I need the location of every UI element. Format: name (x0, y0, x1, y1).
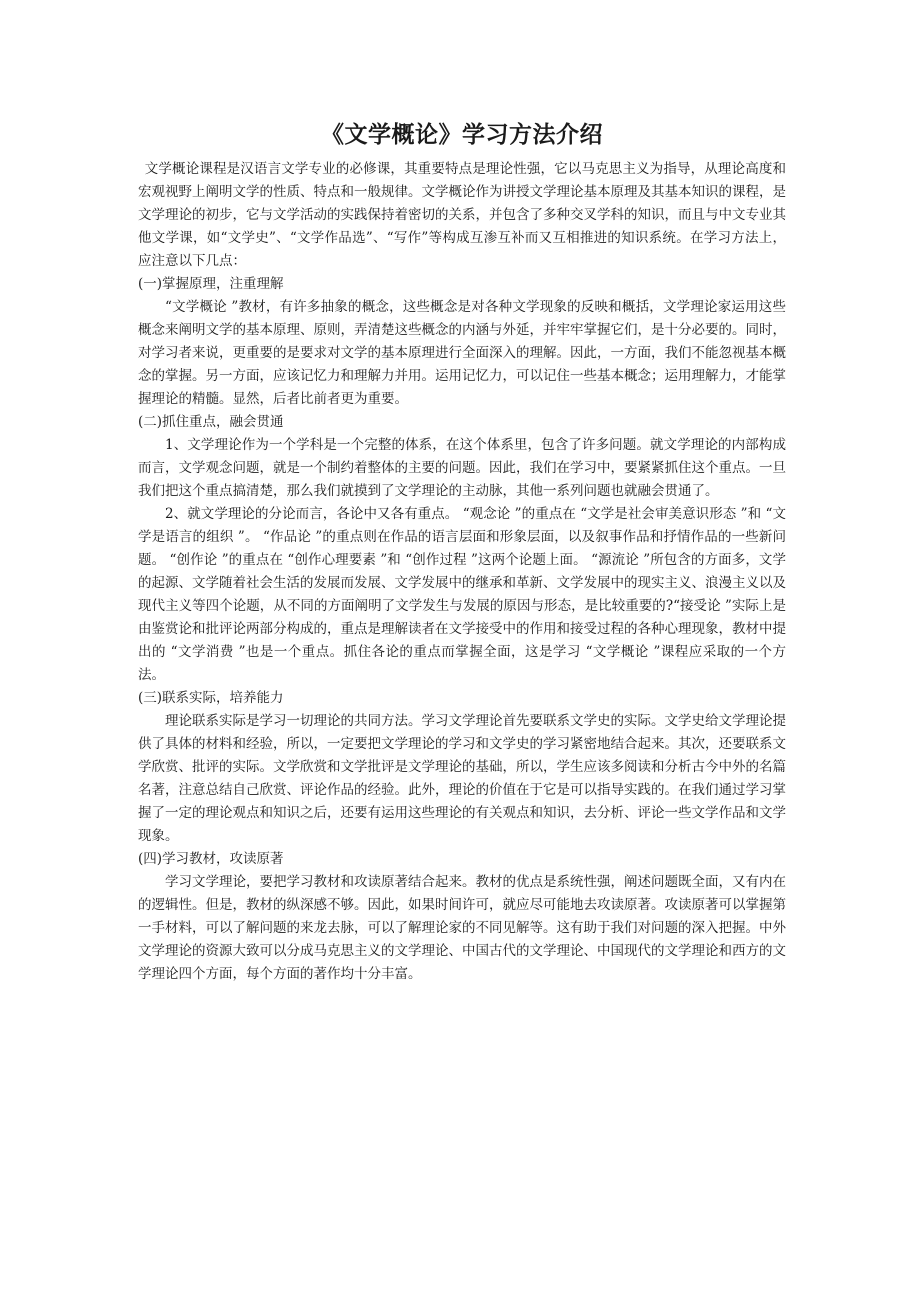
section-paragraph: 1、文学理论作为一个学科是一个完整的体系，在这个体系里，包含了许多问题。就文学理论的内部构成而言，文学观念问题，就是一个制约着整体的主要的问题。因此，我们在学习中，要紧紧抓住这个重点。一旦我们把这个重点搞清楚，那么我们就摸到了文学理论的主动脉，其他一系列问题也就融会贯通了。 (138, 437, 786, 499)
document-page (138, 118, 786, 986)
section-4 (138, 848, 786, 986)
section-paragraph: 理论联系实际是学习一切理论的共同方法。学习文学理论首先要联系文学史的实际。文学史给文学理论提供了具体的材料和经验，所以，一定要把文学理论的学习和文学史的学习紧密地结合起来。其次，还要联系文学欣赏、批评的实际。文学欣赏和文学批评是文学理论的基础，所以，学生应该多阅读和分析古今中外的名篇名著，注意总结自己欣赏、评论作品的经验。此外，理论的价值在于它是可以指导实践的。在我们通过学习掌握了一定的理论观点和知识之后，还要有运用这些理论的有关观点和知识，去分析、评论一些文学作品和文学现象。 (138, 713, 786, 844)
intro-paragraph: 文学概论课程是汉语言文学专业的必修课，其重要特点是理论性强，它以马克思主义为指导，从理论高度和宏观视野上阐明文学的性质、特点和一般规律。文学概论作为讲授文学理论基本原理及其基本知识的课程，是文学理论的初步，它与文学活动的实践保持着密切的关系，并包含了多种交叉学科的知识，而且与中文专业其他文学课，如“文学史”、“文学作品选”、“写作”等构成互渗互补而又互相推进的知识系统。在学习方法上，应注意以下几点： (138, 161, 786, 269)
section-heading: (三)联系实际，培养能力 (138, 690, 284, 706)
section-1 (138, 273, 786, 411)
section-heading: (四)学习教材，攻读原著 (138, 851, 284, 867)
section-heading: (一)掌握原理，注重理解 (138, 276, 284, 292)
section-paragraph: 2、就文学理论的分论而言，各论中又各有重点。 “观念论 ”的重点在 “文学是社会审美意识形态 ”和 “文学是语言的组织 ”。 “作品论 ”的重点则在作品的语言层面和形象层面，以及叙事作品和抒情作品的一些新问题。 “创作论 ”的重点在 “创作心理要素 ”和 “创作过程 ”这两个论题上面。 “源流论 ”所包含的方面多，文学的起源、文学随着社会生活的发展而发展、文学发展中的继承和革新、文学发展中的现实主义、浪漫主义以及现代主义等四个论题，从不同的方面阐明了文学发生与发展的原因与形态，是比较重要的?“接受论 ”实际上是由鉴赏论和批评论两部分构成的，重点是理解读者在文学接受中的作用和接受过程的各种心理现象，教材中提出的 “文学消费 ”也是一个重点。抓住各论的重点而掌握全面，这是学习 “文学概论 ”课程应采取的一个方法。 (138, 506, 786, 683)
section-3 (138, 687, 786, 848)
section-2 (138, 411, 786, 687)
page-title: 《文学概论》学习方法介绍 (321, 122, 603, 148)
section-paragraph: “文学概论 ”教材，有许多抽象的概念，这些概念是对各种文学现象的反映和概括，文学理论家运用这些概念来阐明文学的基本原理、原则，弄清楚这些概念的内涵与外延，并牢牢掌握它们，是十分必要的。同时，对学习者来说，更重要的是要求对文学的基本原理进行全面深入的理解。因此，一方面，我们不能忽视基本概念的掌握。另一方面，应该记忆力和理解力并用。运用记忆力，可以记住一些基本概念；运用理解力，才能掌握理论的精髓。显然，后者比前者更为重要。 (138, 299, 786, 407)
section-paragraph: 学习文学理论，要把学习教材和攻读原著结合起来。教材的优点是系统性强，阐述问题既全面，又有内在的逻辑性。但是，教材的纵深感不够。因此，如果时间许可，就应尽可能地去攻读原著。攻读原著可以掌握第一手材料，可以了解问题的来龙去脉，可以了解理论家的不同见解等。这有助于我们对问题的深入把握。中外文学理论的资源大致可以分成马克思主义的文学理论、中国古代的文学理论、中国现代的文学理论和西方的文学理论四个方面，每个方面的著作均十分丰富。 (138, 874, 786, 982)
section-heading: (二)抓住重点，融会贯通 (138, 414, 284, 430)
